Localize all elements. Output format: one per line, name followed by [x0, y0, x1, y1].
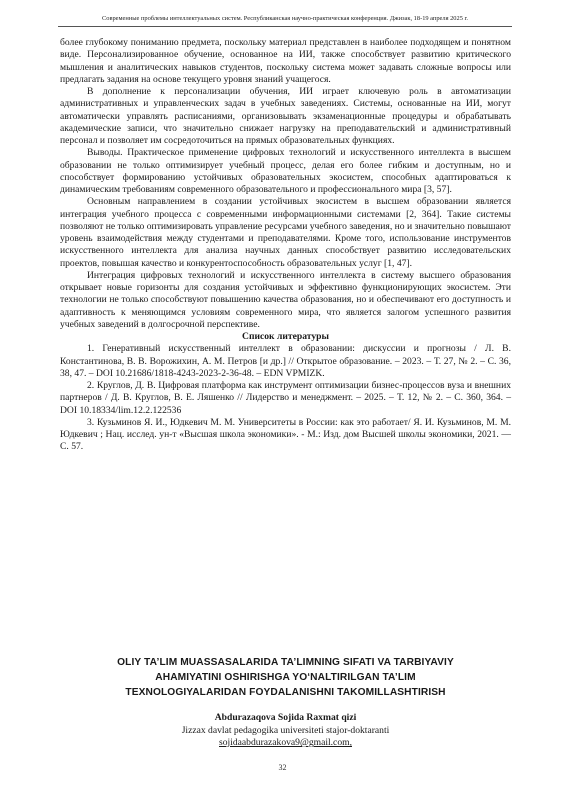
body-text	[60, 37, 511, 454]
header-divider	[58, 26, 512, 27]
article-title-line: OLIY TA’LIM MUASSASALARIDA TA’LIMNING SIFATI VA TARBIYAVIY	[117, 657, 454, 668]
paragraph: В дополнение к персонализации обучения, ИИ играет ключевую роль в автоматизации административных и управленческих задач в учебных заведениях. Системы, основанные на ИИ, могут автоматически управлять расписаниями, организовывать экзаменационные процедуры и обрабатывать академические записи, что значительно снижает нагрузку на преподавательский и административный персонал и позволяет им сосредоточиться на прямых образовательных функциях.	[60, 86, 511, 146]
author-block	[60, 712, 511, 750]
paragraph: Выводы. Практическое применение цифровых технологий и искусственного интеллекта в высшем образовании не только оптимизирует учебный процесс, делая его более гибким и доступным, но и способствует формированию устойчивых образовательных экосистем, способных адаптироваться к динамическим требованиям современного образовательного и профессионального мира [3, 57].	[60, 147, 511, 195]
article-title-line: AHAMIYATINI OSHIRISHGA YO‘NALTIRILGAN TA’LIM	[155, 672, 416, 683]
running-header: Современные проблемы интеллектуальных систем. Республиканская научно-практическая конференция. Джизак, 18-19 апреля 2025 г.	[102, 15, 468, 22]
paragraph: Интеграция цифровых технологий и искусственного интеллекта в систему высшего образования открывает новые горизонты для создания устойчивых и эффективно функционирующих экосистем. Эти технологии не только способствуют повышению качества образования, но и обеспечивают его доступность и адаптивность к меняющимся условиям современного мира, что является залогом успешного развития учебных заведений в долгосрочной перспективе.	[60, 269, 511, 330]
reference-item: 3. Кузьминов Я. И., Юдкевич М. М. Университеты в России: как это работает/ Я. И. Кузьминов, М. М. Юдкевич ; Нац. исслед. ун-т «Высшая школа экономики». - М.: Изд. дом Высшей школы экономики, 2021. — С. 57.	[60, 416, 511, 453]
author-affiliation: Jizzax davlat pedagogika universiteti stajor-doktaranti	[181, 724, 390, 736]
reference-item: 1. Генеративный искусственный интеллект в образовании: дискуссии и прогнозы / Л. В. Константинова, В. В. Ворожихин, А. М. Петров [и др.] // Открытое образование. – 2023. – Т. 27, № 2. – С. 36, 38, 47. – DOI 10.21686/1818-4243-2023-2-36-48. – EDN VPMIZK.	[60, 343, 511, 379]
article-title-line: TEXNOLOGIYALARIDAN FOYDALANISHNI TAKOMILLASHTIRISH	[125, 687, 446, 698]
paragraph: более глубокому пониманию предмета, поскольку материал представлен в наиболее подходящем и понятном виде. Персонализированное обучение, основанное на ИИ, также способствует развитию критического мышления и аналитических навыков студентов, поскольку система может задавать сложные вопросы или предлагать задания на основе текущего уровня знаний учащегося.	[60, 37, 511, 85]
reference-item: 2. Круглов, Д. В. Цифровая платформа как инструмент оптимизации бизнес-процессов вуза и внешних партнеров / Д. В. Круглов, В. Е. Ляшенко // Лидерство и менеджмент. – 2025. – Т. 12, № 2. – С. 360, 364. – DOI 10.18334/lim.12.2.122536	[60, 380, 511, 416]
paragraph: Основным направлением в создании устойчивых экосистем в высшем образовании является интеграция учебного процесса с современными информационными системами [2, 364]. Такие системы позволяют не только оптимизировать управление ресурсами учебного заведения, но и значительно повышают уровень взаимодействия между студентами и преподавателями. Кроме того, использование инструментов искусственного интеллекта для анализа научных данных способствует развитию исследовательских проектов, повышая качество и конкурентоспособность образовательных услуг [1, 47].	[60, 196, 511, 269]
author-email-link[interactable]: sojidaabdurazakova9@gmail.com,	[219, 737, 352, 749]
author-name: Abdurazaqova Sojida Raxmat qizi	[214, 712, 357, 723]
article-title	[60, 655, 511, 700]
page-number: 32	[278, 763, 287, 772]
references-heading: Список литературы	[242, 331, 329, 342]
